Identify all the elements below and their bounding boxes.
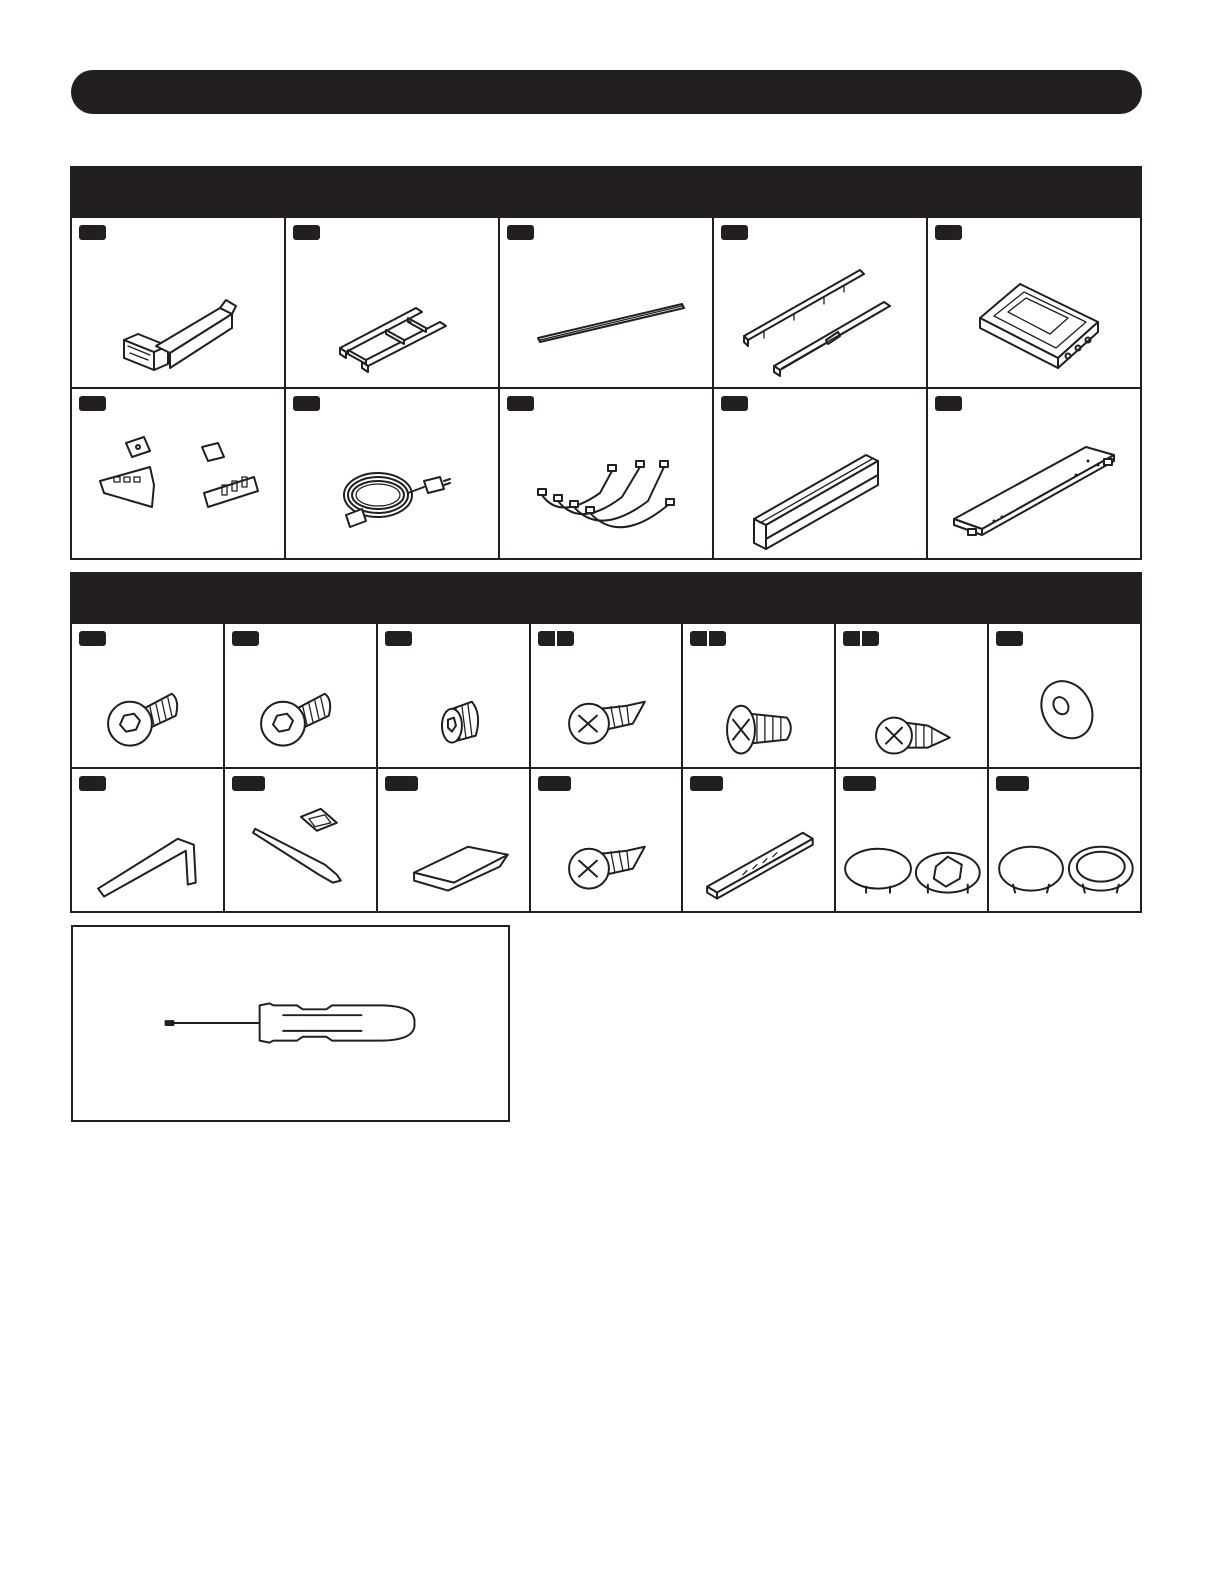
part-cell	[286, 389, 498, 558]
motor-cables-icon	[500, 389, 712, 558]
hardware-cell	[378, 624, 529, 767]
part-cell	[72, 218, 284, 387]
part-cell	[714, 389, 926, 558]
hardware-cell	[378, 769, 529, 912]
cable-tray-icon	[714, 389, 926, 558]
hardware-cell	[836, 769, 987, 912]
foot-base-icon	[928, 389, 1140, 558]
wood-screw-icon	[531, 624, 682, 767]
screwdriver-icon	[73, 927, 508, 1120]
hardware-cell	[225, 769, 376, 912]
rail-bar-icon	[500, 218, 712, 387]
washer-icon	[989, 624, 1140, 767]
handset-controllers-icon	[72, 389, 284, 558]
frame-crossbar-icon	[286, 218, 498, 387]
part-cell	[928, 218, 1140, 387]
adhesive-pad-icon	[378, 769, 529, 912]
hardware-cell	[989, 624, 1140, 767]
machine-screw-icon	[683, 624, 834, 767]
part-cell	[500, 218, 712, 387]
hardware-cell	[683, 769, 834, 912]
allen-key-icon	[72, 769, 223, 912]
tools-box	[71, 925, 510, 1122]
wood-screw-icon	[531, 769, 682, 912]
hardware-cell	[531, 769, 682, 912]
control-box-icon	[928, 218, 1140, 387]
part-cell	[928, 389, 1140, 558]
large-cap-plugs-icon	[989, 769, 1140, 912]
hardware-section-header	[70, 572, 1142, 624]
hardware-cell	[683, 624, 834, 767]
hardware-grid	[70, 622, 1142, 913]
parts-section-header	[70, 166, 1142, 218]
parts-grid	[70, 216, 1142, 560]
part-cell	[286, 218, 498, 387]
power-cord-icon	[286, 389, 498, 558]
hardware-cell	[836, 624, 987, 767]
side-brackets-icon	[714, 218, 926, 387]
button-head-bolt-icon	[225, 624, 376, 767]
part-cell	[500, 389, 712, 558]
part-cell	[72, 389, 284, 558]
hardware-cell	[989, 769, 1140, 912]
hardware-cell	[225, 624, 376, 767]
button-head-bolt-icon	[72, 624, 223, 767]
leg-column-icon	[72, 218, 284, 387]
small-cap-plugs-icon	[836, 769, 987, 912]
part-cell	[714, 218, 926, 387]
spacer-bar-icon	[683, 769, 834, 912]
hardware-cell	[72, 624, 223, 767]
page-title-bar	[71, 70, 1142, 114]
hardware-cell	[531, 624, 682, 767]
wood-screw-icon	[836, 624, 987, 767]
set-screw-icon	[378, 624, 529, 767]
hardware-cell	[72, 769, 223, 912]
cable-tie-icon	[225, 769, 376, 912]
